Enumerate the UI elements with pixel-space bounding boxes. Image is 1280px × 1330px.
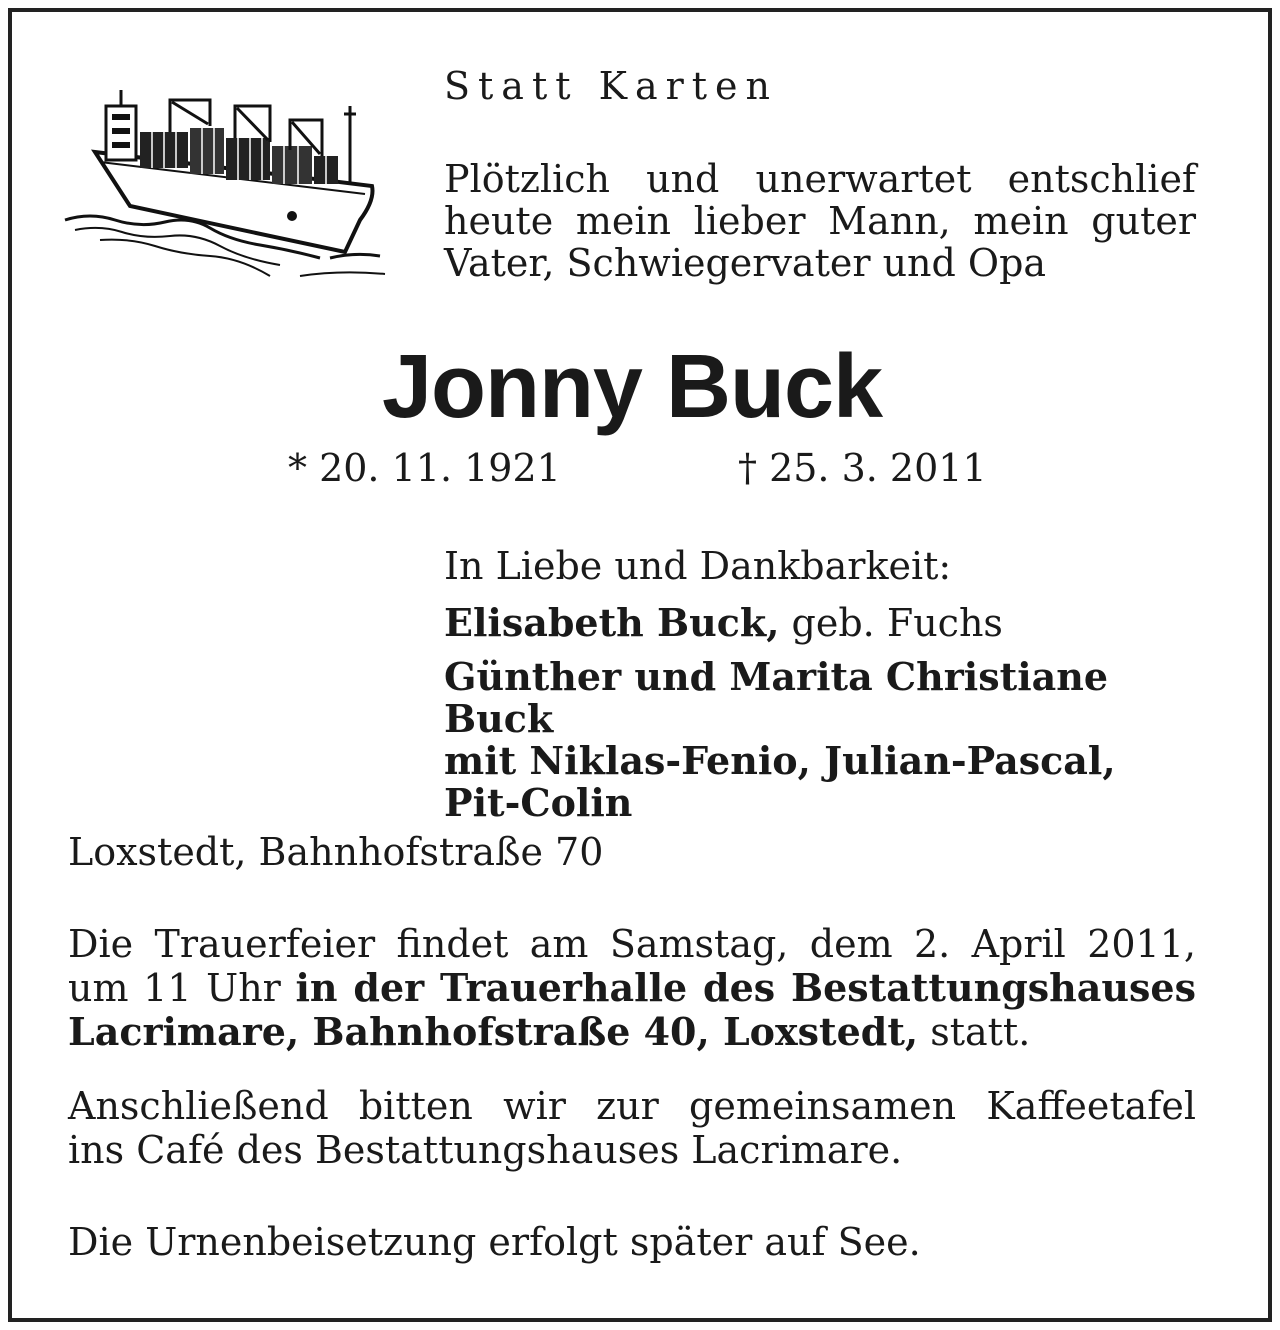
service-line	[68, 1010, 1196, 1054]
intro-line: heute mein lieber Mann, mein guter	[444, 199, 1196, 243]
deceased-name: Jonny Buck	[381, 337, 883, 437]
funeral-service-text	[68, 922, 1196, 1054]
service-venue: in der Trauerhalle des Bestattungshauses	[295, 965, 1197, 1010]
service-time: um 11 Uhr	[68, 966, 296, 1010]
birth-date: * 20. 11. 1921	[288, 446, 561, 490]
intro-text	[444, 158, 1196, 284]
mourner-suffix: geb. Fuchs	[779, 601, 1003, 645]
mourner-widow	[444, 600, 1003, 645]
family-address: Loxstedt, Bahnhofstraße 70	[68, 830, 604, 874]
service-venue-address: Lacrimare, Bahnhofstraße 40, Loxstedt,	[68, 1009, 919, 1054]
container-ship-icon	[60, 80, 390, 290]
mourner-line: Günther und Marita Christiane Buck	[444, 654, 1109, 741]
service-line: Die Trauerfeier findet am Samstag, dem 2. April 2011,	[68, 922, 1196, 966]
coffee-invitation	[68, 1084, 1196, 1172]
coffee-line: Anschließend bitten wir zur gemeinsamen Kaffeetafel	[68, 1084, 1196, 1128]
intro-line: Plötzlich und unerwartet entschlief	[444, 157, 1196, 201]
mourner-family	[444, 656, 1204, 824]
coffee-line: ins Café des Bestattungshauses Lacrimare.	[68, 1128, 903, 1172]
death-date: † 25. 3. 2011	[738, 446, 987, 490]
mourner-name: Elisabeth Buck,	[444, 600, 780, 645]
mourner-line: mit Niklas-Fenio, Julian-Pascal,	[444, 738, 1116, 783]
service-line	[68, 966, 1196, 1010]
mourner-line: Pit-Colin	[444, 780, 633, 825]
intro-line: Vater, Schwiegervater und Opa	[444, 241, 1047, 285]
urn-burial-note: Die Urnenbeisetzung erfolgt später auf See.	[68, 1220, 921, 1264]
statt-karten-heading: Statt Karten	[444, 64, 779, 108]
dedication-text: In Liebe und Dankbarkeit:	[444, 544, 952, 588]
service-closing: statt.	[918, 1010, 1031, 1054]
